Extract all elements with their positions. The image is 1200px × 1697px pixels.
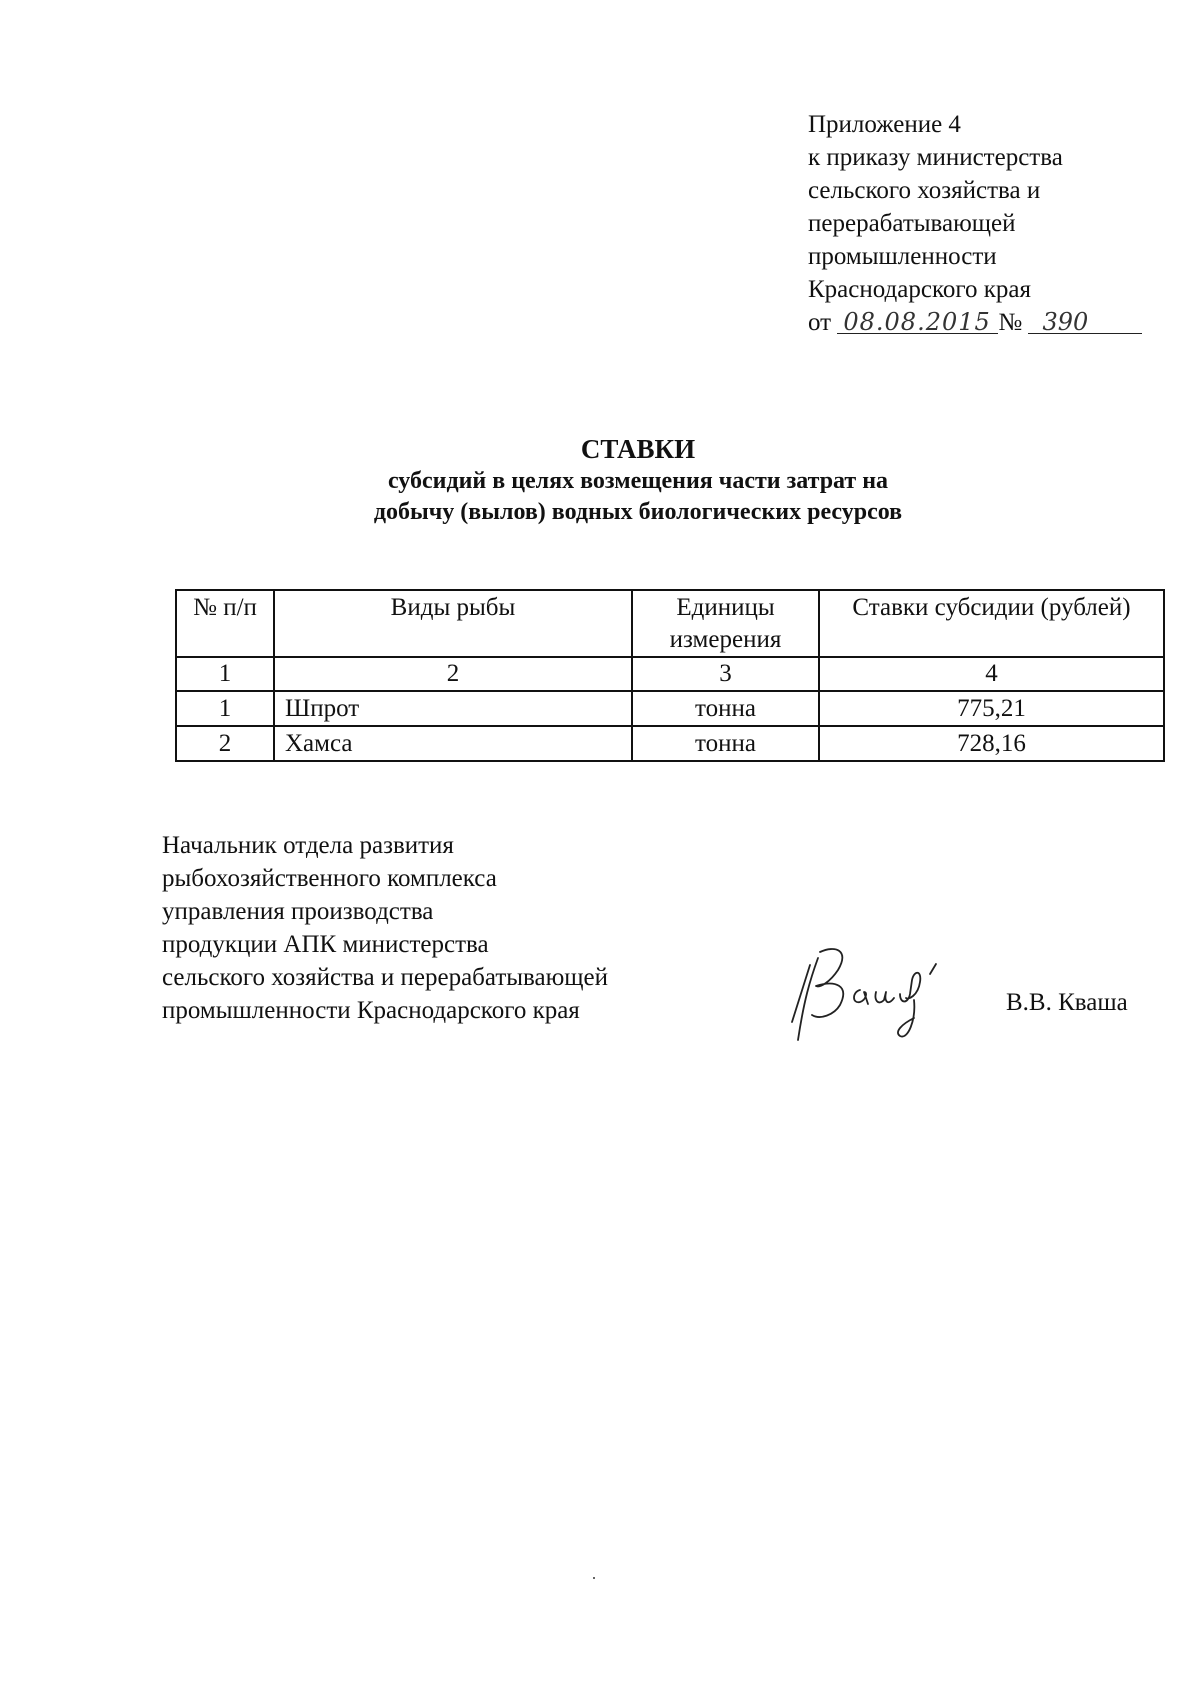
column-number: 2 — [274, 657, 632, 691]
column-number: 1 — [176, 657, 274, 691]
row-unit: тонна — [632, 726, 819, 761]
rates-table — [175, 589, 1165, 762]
appendix-line: сельского хозяйства и — [808, 177, 1041, 204]
signatory-line: управления производства — [162, 898, 434, 925]
header-fish: Виды рыбы — [274, 590, 632, 657]
row-rate: 728,16 — [819, 726, 1164, 761]
row-unit: тонна — [632, 691, 819, 726]
handwritten-date: 08.08.2015 — [837, 311, 998, 334]
appendix-line: Приложение 4 — [808, 111, 961, 138]
appendix-line: к приказу министерства — [808, 144, 1063, 171]
signatory-line: рыбохозяйственного комплекса — [162, 865, 497, 892]
signatory-line: промышленности Краснодарского края — [162, 997, 580, 1024]
table-row — [176, 691, 1164, 726]
row-fish: Хамса — [274, 726, 632, 761]
handwritten-signature — [790, 940, 980, 1050]
row-fish: Шпрот — [274, 691, 632, 726]
signatory-block — [162, 829, 608, 1027]
column-number: 4 — [819, 657, 1164, 691]
signer-name: В.В. Кваша — [1006, 989, 1128, 1016]
appendix-line: перерабатывающей — [808, 210, 1016, 237]
date-prefix: от — [808, 309, 832, 336]
header-num: № п/п — [176, 590, 274, 657]
signatory-line: Начальник отдела развития — [162, 832, 454, 859]
title-line-3: добычу (вылов) водных биологических ресурсов — [373, 499, 903, 525]
row-rate: 775,21 — [819, 691, 1164, 726]
title-main: СТАВКИ — [580, 434, 696, 464]
appendix-block — [808, 108, 1142, 339]
header-rate: Ставки субсидии (рублей) — [819, 590, 1164, 657]
header-unit: Единицы измерения — [632, 590, 819, 657]
number-prefix: № — [998, 309, 1023, 336]
column-number: 3 — [632, 657, 819, 691]
signatory-line: сельского хозяйства и перерабатывающей — [162, 964, 609, 991]
table-row — [176, 726, 1164, 761]
row-num: 2 — [176, 726, 274, 761]
order-date-number-line — [808, 306, 1142, 339]
table-header-row — [176, 590, 1164, 657]
title-line-2: субсидий в целях возмещения части затрат на — [387, 468, 889, 494]
document-title — [0, 432, 1200, 528]
appendix-line: промышленности — [808, 243, 997, 270]
appendix-line: Краснодарского края — [808, 276, 1031, 303]
row-num: 1 — [176, 691, 274, 726]
signatory-line: продукции АПК министерства — [162, 931, 489, 958]
column-number-row — [176, 657, 1164, 691]
handwritten-number: 390 — [1028, 311, 1142, 334]
scan-speck — [593, 1577, 595, 1579]
